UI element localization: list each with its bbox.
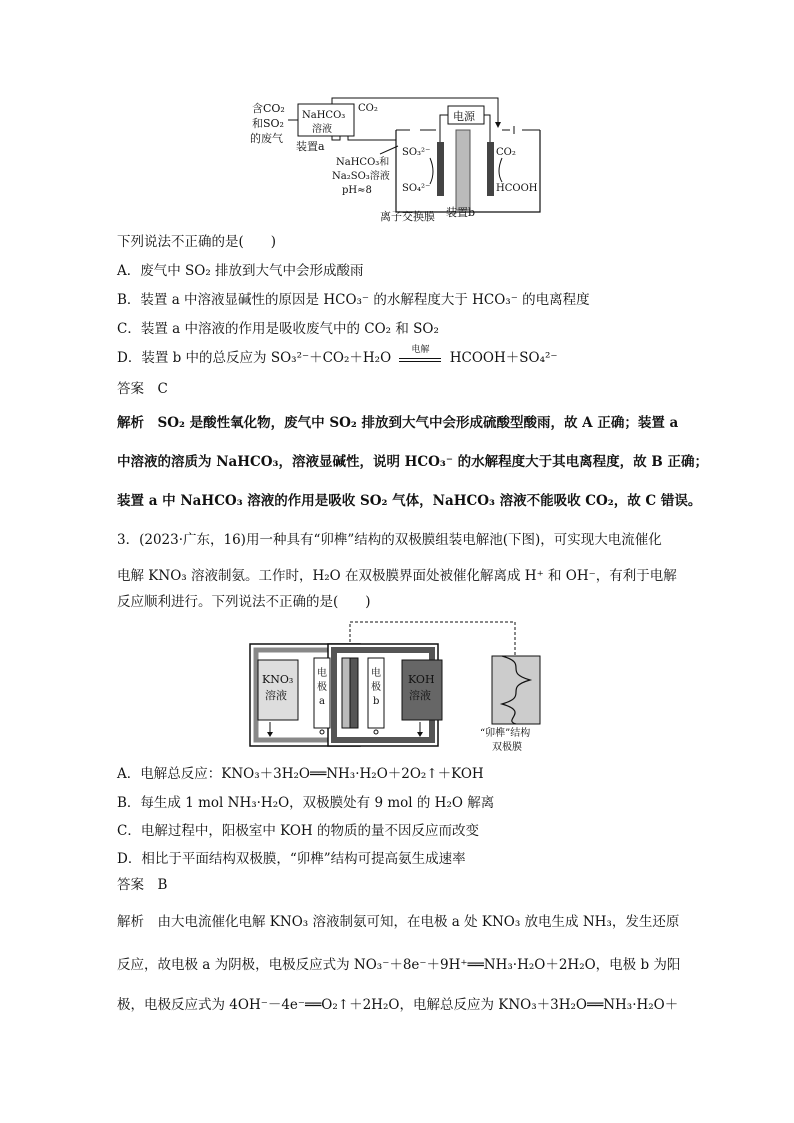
q2-option-d <box>117 345 558 367</box>
power-label: 电源 <box>453 110 475 123</box>
q3-option-c: C．电解过程中，阳极室中 KOH 的物质的量不因反应而改变 <box>117 823 479 839</box>
koh-label: KOH <box>408 673 435 686</box>
q3-option-a: A．电解总反应：KNO₃＋3H₂O══NH₃·H₂O＋2O₂↑＋KOH <box>117 766 484 782</box>
q2-analysis-line2: 中溶液的溶质为 NaHCO₃，溶液显碱性，说明 HCO₃⁻ 的水解程度大于其电离程度，故 B 正确； <box>117 454 708 470</box>
membrane-label: 离子交换膜 <box>380 210 435 222</box>
svg-text:极: 极 <box>371 682 381 693</box>
svg-text:含CO₂: 含CO₂ <box>252 102 285 115</box>
right-top-species: CO₂ <box>496 147 516 158</box>
electrode-left <box>437 142 444 196</box>
figure-bipolar-membrane-cell <box>240 618 570 753</box>
q3-stem-line2: 电解 KNO₃ 溶液制氨。工作时，H₂O 在双极膜界面处被催化解离成 H⁺ 和 OH⁻，有利于电解 <box>117 568 677 584</box>
arrow-condition: 电解 <box>411 345 430 355</box>
q2-option-d-prefix: D．装置 b 中的总反应为 SO₃²⁻＋CO₂＋H₂O <box>117 350 392 366</box>
co2-label: CO₂ <box>358 103 378 114</box>
device-a-label: 装置a <box>296 140 325 153</box>
q3-stem-line1: 3．(2023·广东，16)用一种具有“卯榫”结构的双极膜组装电解池(下图)，可实现大电流催化 <box>117 532 662 548</box>
q3-stem-line3: 反应顺利进行。下列说法不正确的是( ) <box>117 594 371 610</box>
q2-option-b: B．装置 a 中溶液显碱性的原因是 HCO₃⁻ 的水解程度大于 HCO₃⁻ 的电离程度 <box>117 292 590 308</box>
koh-solution-label: 溶液 <box>409 689 431 702</box>
solution-line1: NaHCO₃和 <box>336 157 390 168</box>
device-b-label: 装置b <box>446 206 476 219</box>
svg-text:极: 极 <box>317 682 327 693</box>
q2-option-c: C．装置 a 中溶液的作用是吸收废气中的 CO₂ 和 SO₂ <box>117 321 439 337</box>
solution-line2: Na₂SO₃溶液 <box>332 171 390 182</box>
q3-analysis-line1: 解析 由大电流催化电解 KNO₃ 溶液制氨可知，在电极 a 处 KNO₃ 放电生成 NH₃，发生还原 <box>117 914 680 930</box>
caption-line1: “卯榫”结构 <box>480 728 531 739</box>
kno3-solution-label: 溶液 <box>265 689 287 702</box>
q3-option-b: B．每生成 1 mol NH₃·H₂O，双极膜处有 9 mol 的 H₂O 解离 <box>117 795 495 811</box>
svg-text:的废气: 的废气 <box>250 132 283 145</box>
box-a-line2: 溶液 <box>312 124 332 135</box>
bipolar-membrane-left <box>342 658 350 728</box>
ion-exchange-membrane <box>456 130 470 210</box>
q2-option-a: A．废气中 SO₂ 排放到大气中会形成酸雨 <box>117 263 364 279</box>
gas-label <box>250 101 285 145</box>
electrode-right <box>487 142 494 196</box>
q3-option-d: D．相比于平面结构双极膜，“卯榫”结构可提高氨生成速率 <box>117 851 466 867</box>
svg-text:电: 电 <box>317 668 327 679</box>
q2-stem: 下列说法不正确的是( ) <box>117 234 277 250</box>
q2-answer: 答案 C <box>117 381 168 397</box>
box-a-line1: NaHCO₃ <box>302 110 346 121</box>
right-bottom-species: HCOOH <box>496 183 538 194</box>
svg-text:和SO₂: 和SO₂ <box>252 117 284 130</box>
q2-analysis-line3: 装置 a 中 NaHCO₃ 溶液的作用是吸收 SO₂ 气体，NaHCO₃ 溶液不能吸收 CO₂，故 C 错误。 <box>117 493 702 509</box>
solution-line3: pH≈8 <box>342 185 372 196</box>
left-top-species: SO₃²⁻ <box>402 147 431 158</box>
q2-option-d-suffix: HCOOH＋SO₄²⁻ <box>449 350 558 366</box>
left-bottom-species: SO₄²⁻ <box>402 183 431 194</box>
figure-electrolysis-setup <box>240 92 560 222</box>
svg-text:电: 电 <box>371 668 381 679</box>
q3-analysis-line2: 反应，故电极 a 为阴极，电极反应式为 NO₃⁻＋8e⁻＋9H⁺══NH₃·H₂O＋2H₂O，电极 b 为阳 <box>117 957 681 973</box>
electrolysis-arrow <box>399 345 441 362</box>
svg-text:b: b <box>373 696 380 707</box>
caption-line2: 双极膜 <box>492 742 522 753</box>
kno3-label: KNO₃ <box>262 673 294 686</box>
q3-analysis-line3: 极，电极反应式为 4OH⁻－4e⁻══O₂↑＋2H₂O，电解总反应为 KNO₃＋3H₂O══NH₃·H₂O＋ <box>117 997 679 1013</box>
q3-answer: 答案 B <box>117 877 168 893</box>
q2-analysis-line1: 解析 SO₂ 是酸性氧化物，废气中 SO₂ 排放到大气中会形成硫酸型酸雨，故 A 正确；装置 a <box>117 415 679 431</box>
bipolar-membrane-right <box>350 658 358 728</box>
svg-text:a: a <box>319 696 325 707</box>
